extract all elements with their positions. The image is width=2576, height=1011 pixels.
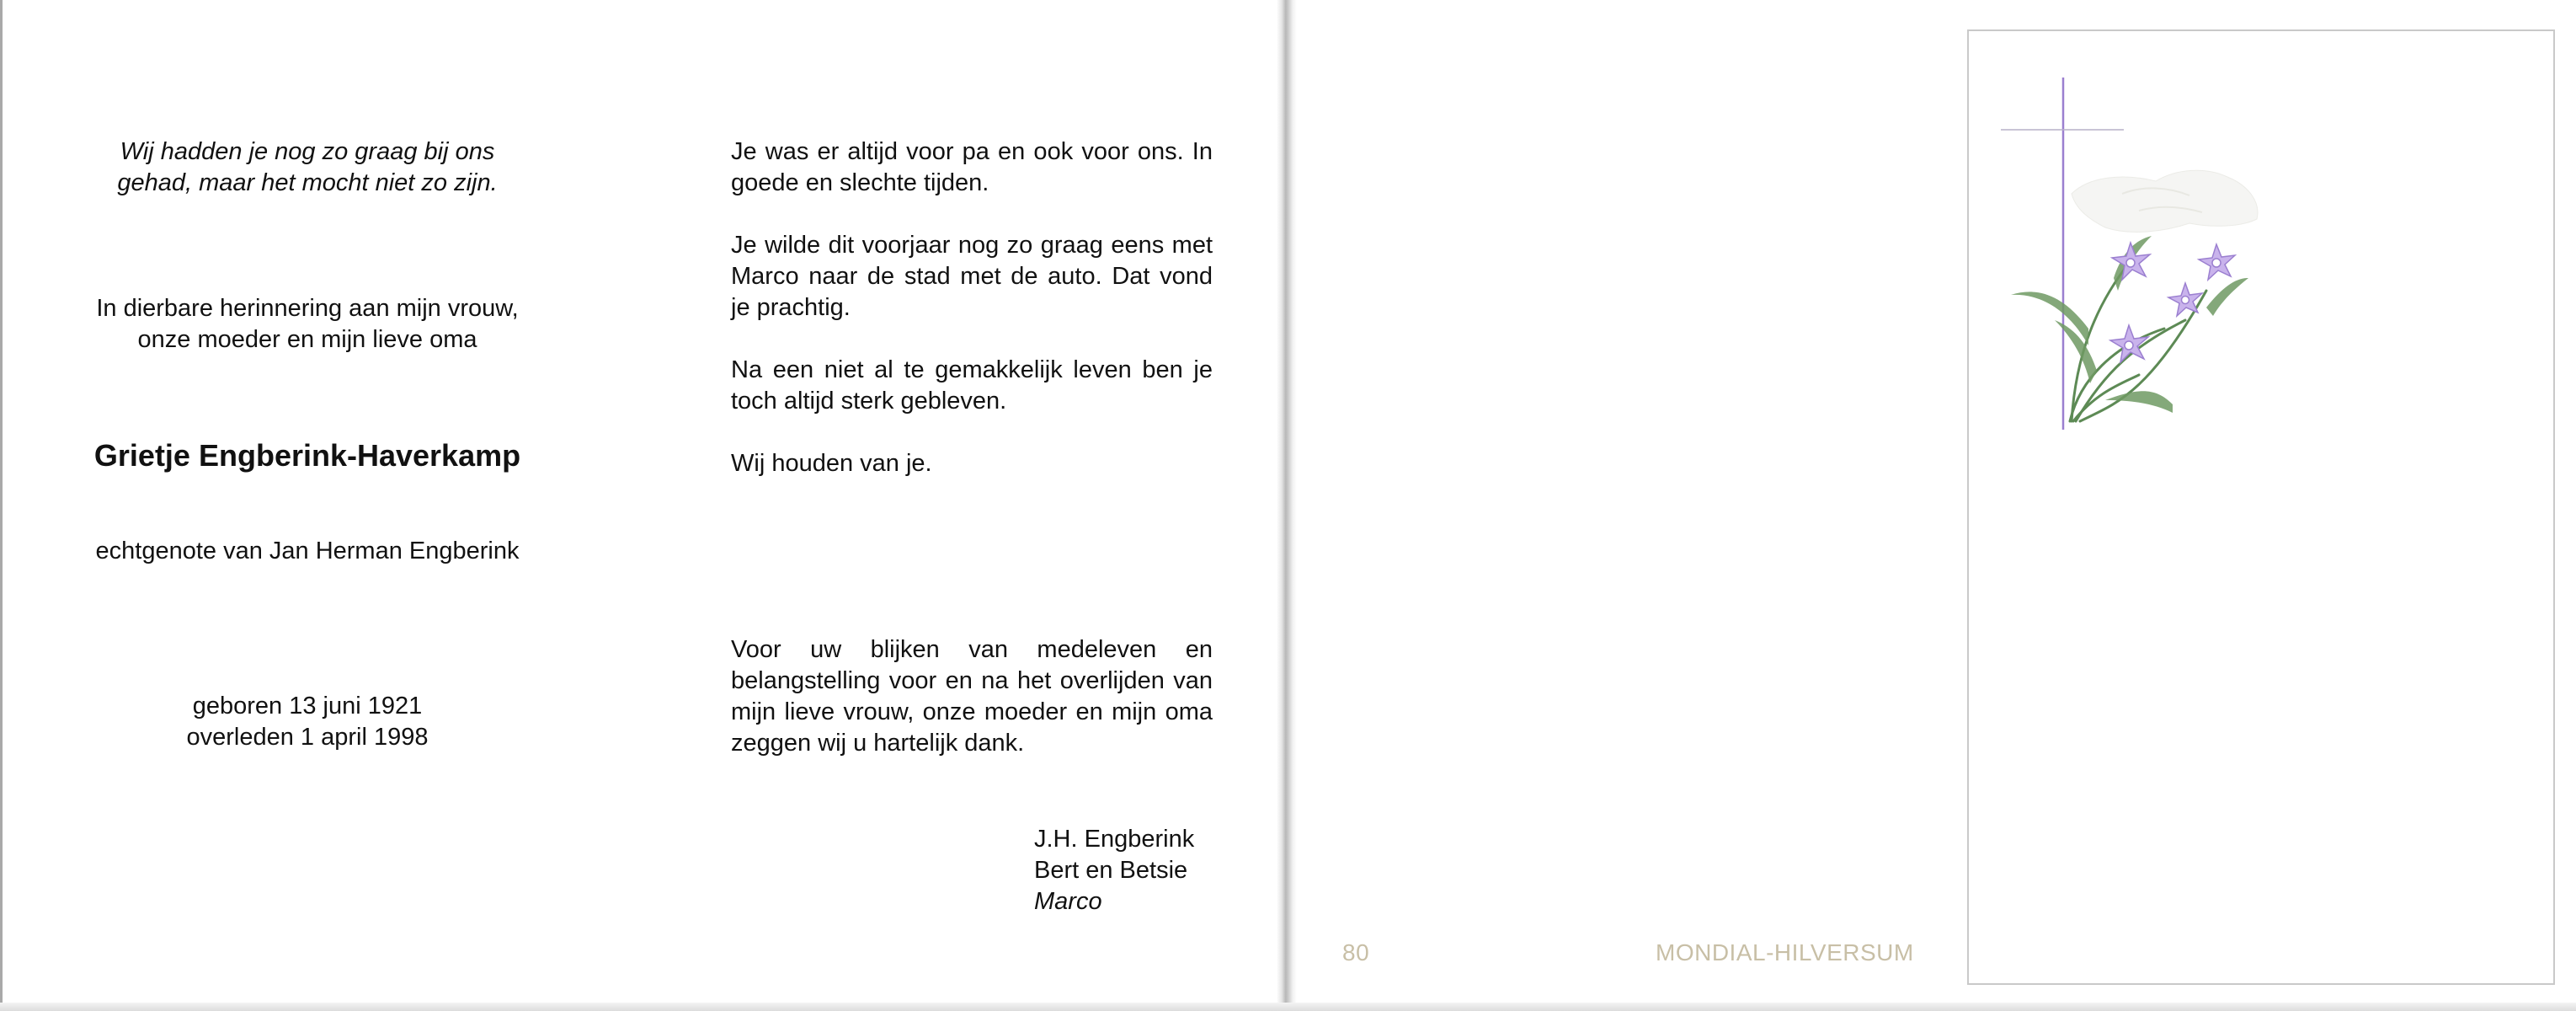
poem-stanza: Je wilde dit voorjaar nog zo graag eens met Marco naar de stad met de auto. Dat vond je prachtig. bbox=[731, 232, 1213, 321]
memory-line: In dierbare herinnering aan mijn vrouw, bbox=[96, 295, 519, 322]
life-dates bbox=[51, 691, 564, 753]
dove-icon bbox=[2072, 170, 2258, 232]
memory-line: onze moeder en mijn lieve oma bbox=[137, 326, 477, 353]
verse-line: gehad, maar het mocht niet zo zijn. bbox=[117, 169, 498, 196]
poem-stanza: Je was er altijd voor pa en ook voor ons. In goede en slechte tijden. bbox=[731, 138, 1213, 196]
card-number: 80 bbox=[1342, 939, 1370, 966]
scan-bottom-edge bbox=[0, 1003, 2576, 1011]
birth-date: geboren 13 juni 1921 bbox=[192, 693, 423, 719]
in-memory-text bbox=[51, 293, 564, 356]
printer-name: MONDIAL-HILVERSUM bbox=[1656, 939, 1914, 966]
signatures bbox=[1034, 824, 1287, 917]
card-fold bbox=[1277, 0, 1297, 1011]
scan-edge bbox=[0, 0, 3, 1011]
verse-line: Wij hadden je nog zo graag bij ons bbox=[120, 138, 495, 165]
poem bbox=[731, 136, 1213, 511]
poem-stanza: Na een niet al te gemakkelijk leven ben je toch altijd sterk gebleven. bbox=[731, 356, 1213, 415]
thank-you-text: Voor uw blijken van medeleven en belangstelling voor en na het overlijden van mijn lieve vrouw, onze moeder en mijn oma zeggen wij u hartelijk dank. bbox=[731, 636, 1213, 757]
cross-with-flowers-icon bbox=[1996, 67, 2274, 438]
death-date: overleden 1 april 1998 bbox=[186, 724, 429, 751]
opening-verse bbox=[51, 136, 564, 199]
poem-stanza: Wij houden van je. bbox=[731, 450, 932, 477]
deceased-name: Grietje Engberink-Haverkamp bbox=[93, 438, 521, 473]
signature-line: Marco bbox=[1034, 888, 1102, 915]
spouse-line: echtgenote van Jan Herman Engberink bbox=[95, 538, 520, 564]
cross-icon bbox=[2001, 78, 2124, 430]
signature-line: Bert en Betsie bbox=[1034, 857, 1188, 884]
signature-line: J.H. Engberink bbox=[1034, 826, 1195, 853]
